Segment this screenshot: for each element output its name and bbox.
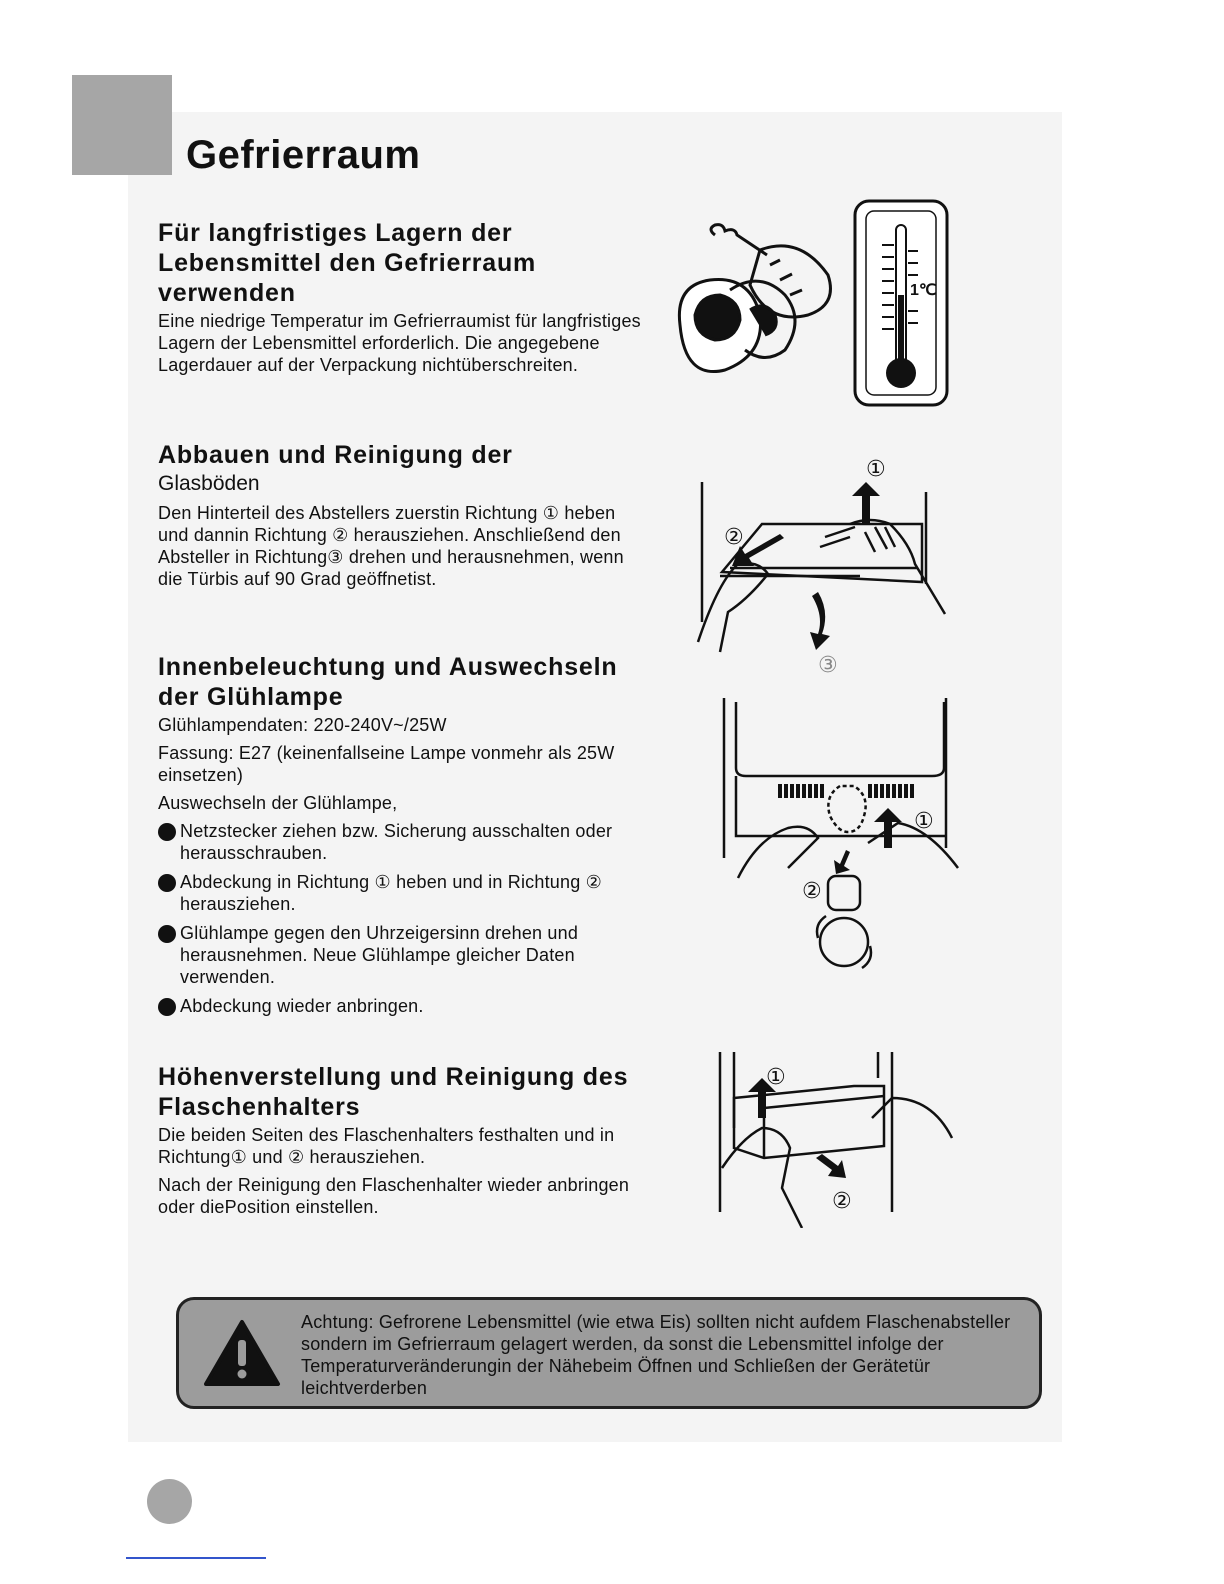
- section-subtitle: Glasböden: [158, 472, 260, 495]
- step-1-label: ①: [914, 809, 934, 834]
- step-1-label: ①: [766, 1065, 786, 1090]
- arrow-rotate-icon: [810, 592, 830, 650]
- section-freezer-storage: [158, 218, 648, 382]
- section-paragraph: Die beiden Seiten des Flaschenhalters festhalten und in Richtung① und ② herausziehen.: [158, 1125, 615, 1167]
- arrow-down-icon: [834, 850, 850, 874]
- list-item: [158, 871, 648, 915]
- page-number-marker: [147, 1479, 192, 1524]
- list-item-text: Netzstecker ziehen bzw. Sicherung ausschalten oder herausschrauben.: [180, 821, 613, 863]
- section-glass-shelves: [158, 440, 648, 596]
- page-title: Gefrierraum: [186, 133, 421, 177]
- section-title: Höhenverstellung und Reinigung des Flaschenhalters: [158, 1063, 629, 1121]
- bullet-list: [158, 820, 648, 1017]
- corner-marker: [72, 75, 172, 175]
- warning-triangle-icon: [203, 1318, 281, 1388]
- frozen-food-thermometer-illustration: [670, 195, 960, 410]
- section-title: Für langfristiges Lagern der Lebensmittel den Gefrierraum verwenden: [158, 219, 537, 307]
- arrow-up-icon: [874, 808, 902, 848]
- thermometer-label: 1℃: [910, 282, 937, 299]
- list-item-text: Glühlampe gegen den Uhrzeigersinn drehen und herausnehmen. Neue Glühlampe gleicher Daten verwenden.: [180, 923, 579, 987]
- section-paragraph: Fassung: E27 (keinenfallseine Lampe vonmehr als 25W einsetzen): [158, 743, 615, 785]
- section-interior-light: [158, 652, 648, 1024]
- list-item: [158, 820, 648, 864]
- bullet-icon: [158, 998, 176, 1016]
- section-paragraph: Glühlampendaten: 220-240V~/25W: [158, 715, 447, 735]
- arrow-out-icon: [816, 1154, 846, 1178]
- step-2-label: ②: [802, 879, 822, 904]
- list-item-text: Abdeckung in Richtung ① heben und in Richtung ② herausziehen.: [180, 872, 602, 914]
- warning-text: Achtung: Gefrorene Lebensmittel (wie etwa Eis) sollten nicht aufdem Flaschenabsteller sondern im Gefrierraum gelagert werden, da sonst die Lebensmittel infolge der Temperaturveränderungin der Nähebeim Öffnen und Schließen der Gerätetür leichtverderben: [301, 1312, 1011, 1398]
- lamp-replacement-illustration: [718, 698, 968, 978]
- section-title: Innenbeleuchtung und Auswechseln der Glühlampe: [158, 653, 618, 711]
- section-bottle-holder: [158, 1062, 648, 1224]
- glass-shelf-illustration: [690, 452, 955, 682]
- section-paragraph: Auswechseln der Glühlampe,: [158, 793, 398, 813]
- section-paragraph: Eine niedrige Temperatur im Gefrierraumist für langfristiges Lagern der Lebensmittel erforderlich. Die angegebene Lagerdauer auf der Verpackung nichtüberschreiten.: [158, 311, 641, 375]
- bullet-icon: [158, 925, 176, 943]
- list-item: [158, 995, 648, 1017]
- section-paragraph: Den Hinterteil des Abstellers zuerstin Richtung ① heben und dannin Richtung ② herausziehen. Anschließend den Absteller in Richtung③ drehen und herausnehmen, wenn die Türbis auf 90 Grad geöffnetist.: [158, 503, 624, 589]
- list-item: [158, 922, 648, 988]
- thermometer-icon: [855, 201, 947, 405]
- arrow-up-icon: [852, 482, 880, 524]
- link-underline[interactable]: [126, 1557, 266, 1559]
- step-3-label: ③: [818, 653, 838, 678]
- step-2-label: ②: [832, 1189, 852, 1214]
- section-title: Abbauen und Reinigung der: [158, 441, 513, 469]
- list-item-text: Abdeckung wieder anbringen.: [180, 996, 424, 1016]
- step-1-label: ①: [866, 457, 886, 482]
- section-paragraph: Nach der Reinigung den Flaschenhalter wieder anbringen oder diePosition einstellen.: [158, 1175, 630, 1217]
- bullet-icon: [158, 823, 176, 841]
- bottle-holder-illustration: [712, 1048, 962, 1228]
- bullet-icon: [158, 874, 176, 892]
- step-2-label: ②: [724, 525, 744, 550]
- frozen-meat-icon: [679, 225, 830, 372]
- warning-box: [176, 1297, 1042, 1409]
